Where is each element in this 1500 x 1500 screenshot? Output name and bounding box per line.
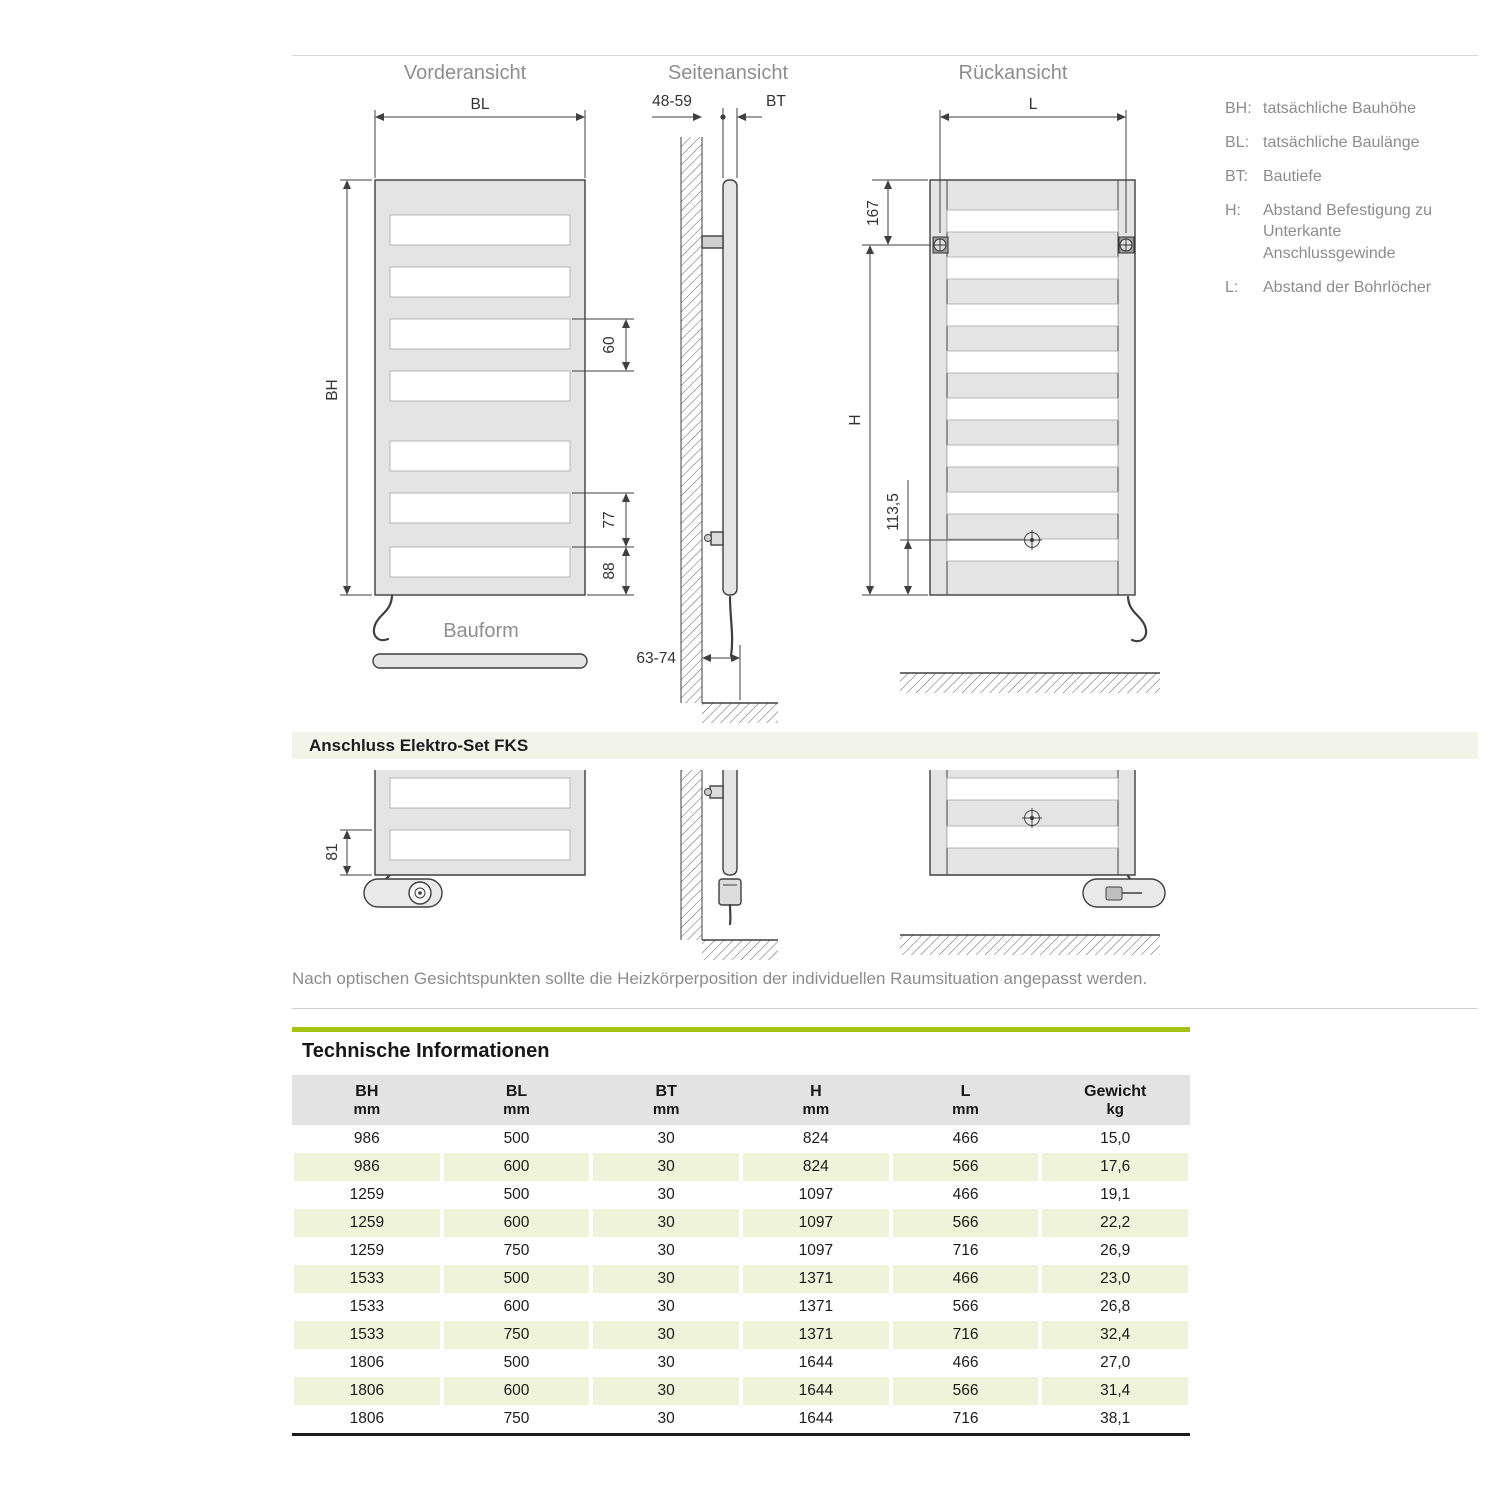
table-cell: 750 (503, 1410, 530, 1427)
table-cell: 566 (952, 1298, 979, 1315)
table-cell: 1259 (349, 1186, 385, 1203)
table-cell: 32,4 (1042, 1321, 1188, 1349)
table-cell: 38,1 (1100, 1410, 1131, 1427)
wall-hatch (681, 137, 702, 703)
column-unit: mm (802, 1101, 830, 1118)
front-cable (374, 596, 392, 640)
table-cell: 466 (952, 1130, 979, 1147)
table-row (292, 1321, 1190, 1349)
table-body (292, 1125, 1190, 1433)
table-cell: 1371 (743, 1265, 889, 1293)
legend-item-bl (1225, 132, 1475, 153)
table-cell: 22,2 (1042, 1209, 1188, 1237)
table-cell: 15,0 (1100, 1130, 1131, 1147)
legend-text: tatsächliche Bauhöhe (1263, 100, 1416, 117)
dim-label-48-59: 48-59 (652, 93, 692, 110)
bauform-label: Bauform (443, 620, 519, 642)
floor-hatch-rear (900, 673, 1160, 693)
legend-item-h (1225, 200, 1475, 263)
table-row (292, 1293, 1190, 1321)
column-unit: mm (503, 1101, 530, 1118)
mounting-bracket-right (1119, 237, 1134, 253)
table-cell: 27,0 (1100, 1354, 1131, 1371)
legend-item-l (1225, 277, 1475, 298)
column-label: BT (655, 1083, 677, 1100)
table-cell: 30 (657, 1410, 675, 1427)
valve-knob (705, 535, 712, 542)
table-cell: 1259 (294, 1209, 440, 1237)
table-cell: 500 (503, 1130, 530, 1147)
dim-label-113-5: 113,5 (885, 493, 902, 531)
table-cell: 30 (593, 1377, 739, 1405)
table-cell: 750 (444, 1321, 590, 1349)
table-cell: 30 (657, 1298, 675, 1315)
table-bottom-rule (292, 1433, 1190, 1436)
floor-hatch-side (702, 703, 778, 723)
table-row (292, 1181, 1190, 1209)
table-cell: 500 (444, 1265, 590, 1293)
column-unit: mm (952, 1101, 979, 1118)
table-cell: 1259 (349, 1242, 385, 1259)
legend-text: Abstand der Bohrlöcher (1263, 278, 1432, 296)
legend (1225, 98, 1475, 311)
dim-bt (737, 93, 786, 121)
table-cell: 466 (952, 1186, 979, 1203)
table-cell: 986 (294, 1153, 440, 1181)
legend-item-bt (1225, 166, 1475, 187)
legend-key: L: (1225, 278, 1239, 296)
mounting-bracket-left (933, 237, 948, 253)
table-cell: 30 (593, 1265, 739, 1293)
table-cell: 26,9 (1100, 1242, 1131, 1259)
table-cell: 600 (503, 1298, 530, 1315)
table-cell: 986 (353, 1130, 380, 1147)
table-cell: 1533 (349, 1298, 385, 1315)
column-label: L (960, 1083, 971, 1100)
table-cell: 824 (743, 1153, 889, 1181)
table-cell: 716 (952, 1410, 979, 1427)
table-cell: 716 (893, 1321, 1039, 1349)
side-view-title: Seitenansicht (667, 62, 789, 84)
table-cell: 500 (503, 1354, 530, 1371)
heating-element-side (719, 879, 741, 924)
table-cell: 30 (593, 1321, 739, 1349)
dim-label-81: 81 (324, 843, 341, 861)
table-cell: 1533 (294, 1321, 440, 1349)
floor-hatch-side-bottom (702, 940, 778, 960)
dim-label-l: L (1028, 96, 1038, 113)
legend-text: Abstand Befestigung zu Unterkante Anschlussgewinde (1263, 202, 1433, 262)
dim-167 (862, 180, 931, 245)
front-view-drawing (324, 62, 634, 668)
table-row (292, 1125, 1190, 1153)
dim-81 (324, 830, 372, 875)
table-cell: 600 (444, 1209, 590, 1237)
table-cell: 1097 (743, 1209, 889, 1237)
table-cell: 716 (952, 1242, 979, 1259)
table-cell: 1371 (798, 1298, 834, 1315)
table-cell: 1097 (798, 1242, 834, 1259)
side-view-drawing (636, 62, 788, 723)
dim-label-167: 167 (865, 200, 882, 226)
table-title: Technische Informationen (302, 1040, 550, 1062)
table-cell: 30 (593, 1153, 739, 1181)
table-cell: 30 (657, 1354, 675, 1371)
dim-label-88: 88 (601, 562, 618, 580)
side-cable (730, 597, 732, 656)
elektro-section-header (292, 732, 1478, 759)
table-cell: 466 (952, 1354, 979, 1371)
table-row (292, 1405, 1190, 1433)
table-cell: 566 (893, 1209, 1039, 1237)
table-cell: 30 (657, 1130, 675, 1147)
valve-knob-bottom (705, 789, 712, 796)
table-cell: 1806 (294, 1377, 440, 1405)
elektro-front-drawing (324, 770, 585, 907)
bauform-bar (373, 654, 587, 668)
dim-label-60: 60 (601, 336, 618, 354)
table-cell: 1806 (349, 1410, 385, 1427)
table-cell: 30 (657, 1186, 675, 1203)
table-cell: 600 (444, 1377, 590, 1405)
column-unit: kg (1106, 1101, 1124, 1118)
accent-rule (292, 1027, 1190, 1032)
table-cell: 600 (444, 1153, 590, 1181)
table-header (292, 1075, 1190, 1125)
legend-item-bh (1225, 98, 1475, 119)
heating-element-front (364, 879, 442, 907)
legend-text: tatsächliche Baulänge (1263, 134, 1420, 152)
table-row (292, 1209, 1190, 1237)
elektro-rear-drawing (900, 770, 1165, 955)
table-header-cell-bt (591, 1075, 741, 1125)
table-cell: 1644 (743, 1377, 889, 1405)
table-cell: 466 (893, 1265, 1039, 1293)
table-cell: 500 (503, 1186, 530, 1203)
table-cell: 30 (657, 1242, 675, 1259)
elektro-section-title: Anschluss Elektro-Set FKS (309, 735, 529, 755)
table-row (292, 1349, 1190, 1377)
dim-label-h: H (847, 414, 864, 426)
dim-label-77: 77 (601, 511, 618, 529)
table-cell: 19,1 (1100, 1186, 1131, 1203)
table-row (292, 1265, 1190, 1293)
dim-label-bt: BT (766, 93, 786, 110)
table-cell: 1097 (798, 1186, 834, 1203)
table-header-cell-gewicht (1040, 1075, 1190, 1125)
table-header-cell-bl (442, 1075, 592, 1125)
table-header-cell-h (741, 1075, 891, 1125)
column-label: H (810, 1083, 822, 1100)
column-label: Gewicht (1084, 1083, 1147, 1100)
dim-88 (587, 547, 634, 595)
column-unit: mm (353, 1101, 381, 1118)
wall-hatch-bottom (681, 770, 702, 940)
dim-label-63-74: 63-74 (636, 650, 676, 667)
legend-key: BT: (1225, 168, 1249, 186)
table-cell: 1533 (294, 1265, 440, 1293)
column-label: BL (505, 1083, 528, 1100)
wall-bracket (702, 236, 723, 248)
table-cell: 23,0 (1042, 1265, 1188, 1293)
radiator-side-bottom (723, 770, 737, 875)
dim-bh (324, 180, 372, 595)
heating-element-rear (1083, 879, 1165, 907)
column-label: BH (355, 1083, 379, 1100)
table-cell: 1644 (798, 1354, 834, 1371)
table-header-cell-bh (292, 1075, 442, 1125)
radiator-side-profile (723, 180, 737, 595)
front-slots (390, 215, 570, 577)
legend-key: BL: (1225, 134, 1250, 152)
elektro-side-drawing (681, 770, 778, 960)
floor-hatch-rear-bottom (900, 935, 1160, 955)
dim-label-bh: BH (324, 379, 341, 401)
technical-data-table (292, 1075, 1190, 1436)
table-cell: 1371 (743, 1321, 889, 1349)
table-cell: 566 (893, 1153, 1039, 1181)
table-cell: 1806 (349, 1354, 385, 1371)
table-row (292, 1237, 1190, 1265)
table-cell: 824 (802, 1130, 829, 1147)
table-cell: 1644 (798, 1410, 834, 1427)
rear-view-drawing (847, 62, 1160, 693)
table-header-cell-l (891, 1075, 1041, 1125)
table-row (292, 1153, 1190, 1181)
table-cell: 750 (503, 1242, 530, 1259)
table-cell: 30 (593, 1209, 739, 1237)
dim-bl (375, 96, 585, 178)
rear-view-title: Rückansicht (958, 62, 1068, 84)
legend-text: Bautiefe (1263, 168, 1322, 186)
table-row (292, 1377, 1190, 1405)
front-view-title: Vorderansicht (403, 62, 527, 84)
dim-h (847, 245, 928, 595)
legend-key: H: (1225, 202, 1241, 220)
table-cell: 17,6 (1042, 1153, 1188, 1181)
section-divider (292, 1008, 1478, 1009)
table-cell: 566 (893, 1377, 1039, 1405)
table-cell: 26,8 (1100, 1298, 1131, 1315)
note-text: Nach optischen Gesichtspunkten sollte die Heizkörperposition der individuellen Raumsituation angepasst werden. (292, 969, 1148, 988)
rear-cable (1128, 597, 1146, 641)
dim-label-bl: BL (470, 96, 490, 113)
column-unit: mm (652, 1101, 680, 1118)
table-cell: 31,4 (1042, 1377, 1188, 1405)
valve (711, 532, 723, 545)
legend-key: BH: (1225, 100, 1252, 117)
